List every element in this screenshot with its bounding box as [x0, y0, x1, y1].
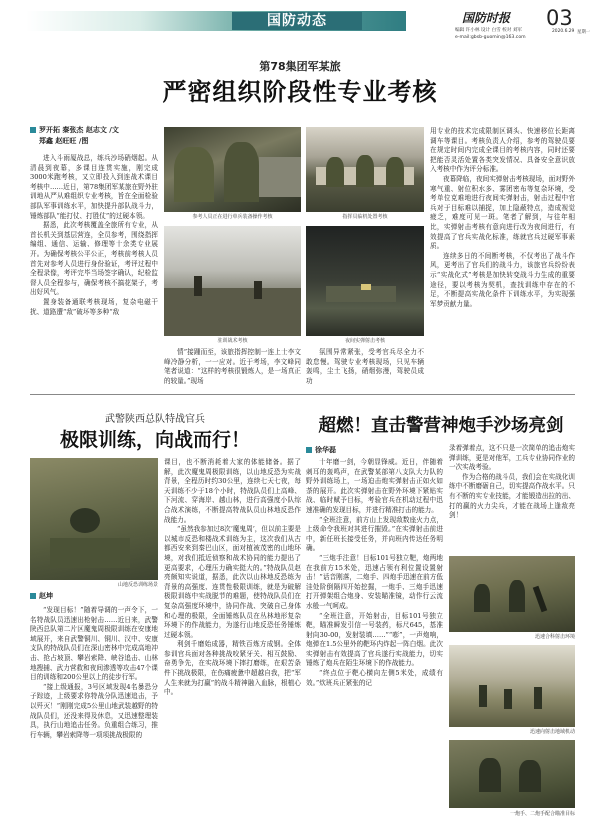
- byline-marker-icon: [30, 127, 36, 133]
- caption: 指挥员临机处置考核: [342, 214, 388, 220]
- paragraph: 录着弹着点，这不只是一次简单的追击炮实弹训练，更是对他军，工兵专业协同作业的一次实战考验。: [449, 444, 575, 472]
- page-weekday: 星期一: [577, 30, 591, 35]
- photo-mobilization: [449, 645, 575, 727]
- photo-command-test: [306, 127, 424, 212]
- section-title-text: 国防动态: [267, 13, 327, 29]
- email-line: e-mail:gbsb-guomin@163.com: [455, 35, 526, 40]
- photo-night-firing: [306, 226, 424, 336]
- caption: 山地反恐训练场景: [117, 582, 158, 588]
- paper-logo: 国防时报: [462, 11, 511, 25]
- caption: 迅速合科射击环境: [534, 634, 575, 640]
- byline-photographers: 郑鑫 赵旺旺 /图: [39, 137, 89, 145]
- photo-aiming: [449, 740, 575, 808]
- article1-kicker: 第78集团军某旅: [259, 60, 341, 73]
- caption: 夜间实弹射击考核: [344, 338, 385, 344]
- caption: 一炮手、二炮手配合瞄准目标: [509, 811, 575, 817]
- byline-marker-icon: [306, 447, 312, 453]
- photo-tactics-test: [164, 226, 301, 336]
- article1-byline: [30, 125, 170, 147]
- paragraph: 用专业的技术完成限制区调头、快速移位长距离调车等课目。考核负责人介绍，参考的驾驶员要在规定时间内完成全课目的考核内容，同时还要把能否灵活处置各类突发情况、具备安全意识放入考核中作为评分标准。: [430, 127, 575, 174]
- page-date: 2020.6.29: [552, 29, 575, 34]
- caption: 迅速向射击地域机动: [529, 729, 575, 735]
- caption: 参考人员正在进行单兵装备操作考核: [192, 214, 273, 220]
- byline-marker-icon: [30, 593, 36, 599]
- page-number: 03: [546, 6, 573, 30]
- article1-headline: 严密组织阶段性专业考核: [162, 78, 438, 106]
- paragraph: 置身装备通联考核现场，复杂电磁干扰、道路遭“敌”破坏等多种“敌: [30, 297, 158, 316]
- section-divider: [30, 394, 575, 395]
- paragraph: “终点位于靶心横向左侧5米处，成绩有效。”炊班兵正紧张的记: [306, 669, 443, 687]
- byline-writers: 罗开拓 秦张杰 赵志文 /文: [39, 126, 119, 134]
- editors-line: 编辑 许小林 设计 白雪 校对 刘军: [455, 28, 523, 33]
- article2-col2: [164, 458, 301, 816]
- photo-equipment-test: [164, 127, 301, 212]
- paragraph: “接上级通报，3号区域发现4名暴恐分子踪迹，上级要求你特战分队迅速追击，予以歼灭！”刚刚完成5公里山地武装越野的特战队员们，还没来得及休息，又迅速整理装具，执行山地追击任务。负重组合练习，推行车辆，攀岩索降等一项项挑战极限的: [30, 682, 158, 739]
- paragraph: “全班注意，开始射击，目标101号独立靶，瞄准瞬发引信一号装药，标尺645，基准射向30-00，发射装填……”“嘭”，一声炮响，炮弹在1.5公里外的靶环内炸起一阵白烟。此次实弹射击有效提高了官兵遂行实战能力，切实锤炼了炮兵在陌生环境下的作战能力。: [306, 611, 443, 668]
- article2-byline: 赵坤: [30, 591, 150, 602]
- paragraph: “发现目标！”随着导调的一声令下，一名特战队员迅速出枪射击……近日来，武警陕西总队第二片区魔鬼周极限训练在安康地域展开，来自武警铜川、铜川、汉中、安康支队的特战队员们在深山密林中完成高地冲击、抢占坡顶、攀岩索降、峡谷追击、山林地搜捕、武力营救和夜间渗透等攻击47个课目的训练和200公里以上的徒步行军。: [30, 606, 158, 682]
- paragraph: 十年磨一剑，今朝显锋威。近日，伴随着刺耳的轰鸣声，在武警某部第八支队大力队的野外训练场上，一场迫击炮实弹射击正如火如荼的展开。此次实弹射击在野外环境下紧贴实战、临时赋予目标，考验官兵在机动过程中迅速准确的发现目标，并进行精准打击的能力。: [306, 458, 443, 514]
- photo-mortar-setup: [449, 556, 575, 632]
- paragraph: 进入斗雨厦战总，练兵沙场硝烟起。从清晨到夜幕，多课目连贯实施，刚完成3000米跑考核，又立即投入到连战术课目考核中……近日，第78集团军某旅在野外驻训地从严从难组织专业考核，旨在全面检验部队军事训练水平，加快提升部队战斗力，锤炼部队“能打仗、打胜仗”的过硬本领。: [30, 154, 158, 220]
- caption: 驻训战术考核: [217, 338, 248, 344]
- paragraph: 作为合格的战斗员，我们会在实战化训练中不断磨砺自己，切实提高作战水平。只有不断的实专业技能，才能锻造出拉的出、打的赢的火力尖兵，才能在战场上逢敌亮剑！: [449, 472, 575, 520]
- article1-col3: 情”接踵而至，该旅指挥控制一连上士李文峰冷静分析，一一应对。近于考场，李文峰同笔者说道：“这样的考核很锻炼人，是一场真正的较量。”现场: [164, 348, 301, 385]
- photo-mountain-training: [30, 458, 158, 580]
- article3-col1: [306, 458, 443, 816]
- paragraph: “虽然我参加过8次‘魔鬼周’，但以前主要是以城市反恐和楼战术训练为主，这次我们从古都西安来到秦巴山区，面对植被茂密的山地环境，对我们抵近侦察和战术协同的能力提出了更高要求，心理压力确实挺大的。”特战队员赵亮颇知实说道，据悉，此次以山林地反恐练为背景的高强度、连贯性极限训练，就是为破解极限训练中实战脱节的难题，使特战队员们在复杂高强度环境中，协同作战、突破自己身体和心理的极限，全面锤炼队员在丛林地形复杂环境下的作战能力，为遂行山地反恐任务锤炼过硬本领。: [164, 525, 301, 639]
- article1-col1: [30, 154, 158, 386]
- masthead: [0, 0, 600, 42]
- article2-headline: 极限训练，向战而行！: [59, 429, 250, 451]
- paragraph: 连续多日的不间断考核，不仅考出了战斗作风，更考出了官兵们的战斗力，该旅官兵纷纷表示“实战化式”考核是加快转变战斗力生成的重要途径，要以考核为契机，查找训练中存在的不足，不断提高实战化条件下训练水平，为实现强军梦贡献力量。: [430, 251, 575, 308]
- article3-byline: 徐华磊: [306, 445, 426, 456]
- article3-headline: 超燃！直击警营神炮手沙场亮剑: [318, 416, 564, 436]
- paragraph: 课目，也不断消耗着大家的体能储备。据了解，此次魔鬼周极限训练，以山地反恐为实战背景，全程历时约30公里，连续七天七夜，每天训练不少于18个小时，特战队员们上高峰、下河流、穿海岸、越山林，进行高强度小队综合战术演练，不断提高特战队员山林地反恐作战能力。: [164, 458, 301, 524]
- paragraph: 夜幕降临，夜间实弹射击考核现场，面对野外寒气重、射位积水多、雾团密布等复杂环境，受考单位克难地进行夜间实弹射击，射击过程中官兵对于目标难以捕捉，加上隐蔽特点，造成视觉疲乏，难度可见一斑。笔者了解到，与往年相比，实弹射击考核有意向进行改为夜间进行，有效提高了官兵实战化标准，练就官兵过硬军事素质。: [430, 174, 575, 251]
- paragraph: “全班注意，前方山上发现敌数座火力点，上级命令我班对其进行摧毁。”在实弹射击前进中，新任班长接受任务，并向班内传达任务明确。: [306, 515, 443, 553]
- paragraph: 利剑千磨始成器，精铁百炼方成钢。全体参训官兵面对各种挑战咬紧牙关、相互鼓励、奋勇争先，在实战环境下摔打磨练，在艰苦条件下挑战极限，在伤痛疲惫中超越自我，把“军人生来就为打赢”的战斗精神融入血脉，根植心中。: [164, 640, 301, 697]
- article1-col4: 氛围异常紧张，受考官兵尽全力不敢怠慢。驾驶专业考核现场，只见车辆轰鸣，尘土飞扬，硝烟弥漫，驾驶员成功: [306, 348, 424, 385]
- article3-col2: [449, 444, 575, 550]
- paragraph: 据悉，此次考核覆盖全旅所有专业，从首长机关到基层营连，全员参考，围绕指挥编组、通信、运输、修理等十余类专业展开。为确保考核公平公正，考核前考核人员首先对参考人员进行身份验证，考评过程中全程录像，考评完毕当场签字确认，纪检监督人员全程参与，确保考核不搞花架子，考出好风气。: [30, 221, 158, 297]
- article1-col5: [430, 127, 575, 389]
- article2-col1: [30, 606, 158, 816]
- paragraph: “三炮手注意！目标101号独立靶，炮两地在我前方15米处，迅速占领有利位置设置射击！”话音刚落，二炮手、四炮手迅速在前方低洼处阶倒隔四开始挖掘，一炮手、三炮手迅速打开弹架组合炮身、安装瞄准镜，动作行云流水般一气呵成。: [306, 553, 443, 610]
- article2-kicker: 武警陕西总队特战官兵: [105, 414, 205, 425]
